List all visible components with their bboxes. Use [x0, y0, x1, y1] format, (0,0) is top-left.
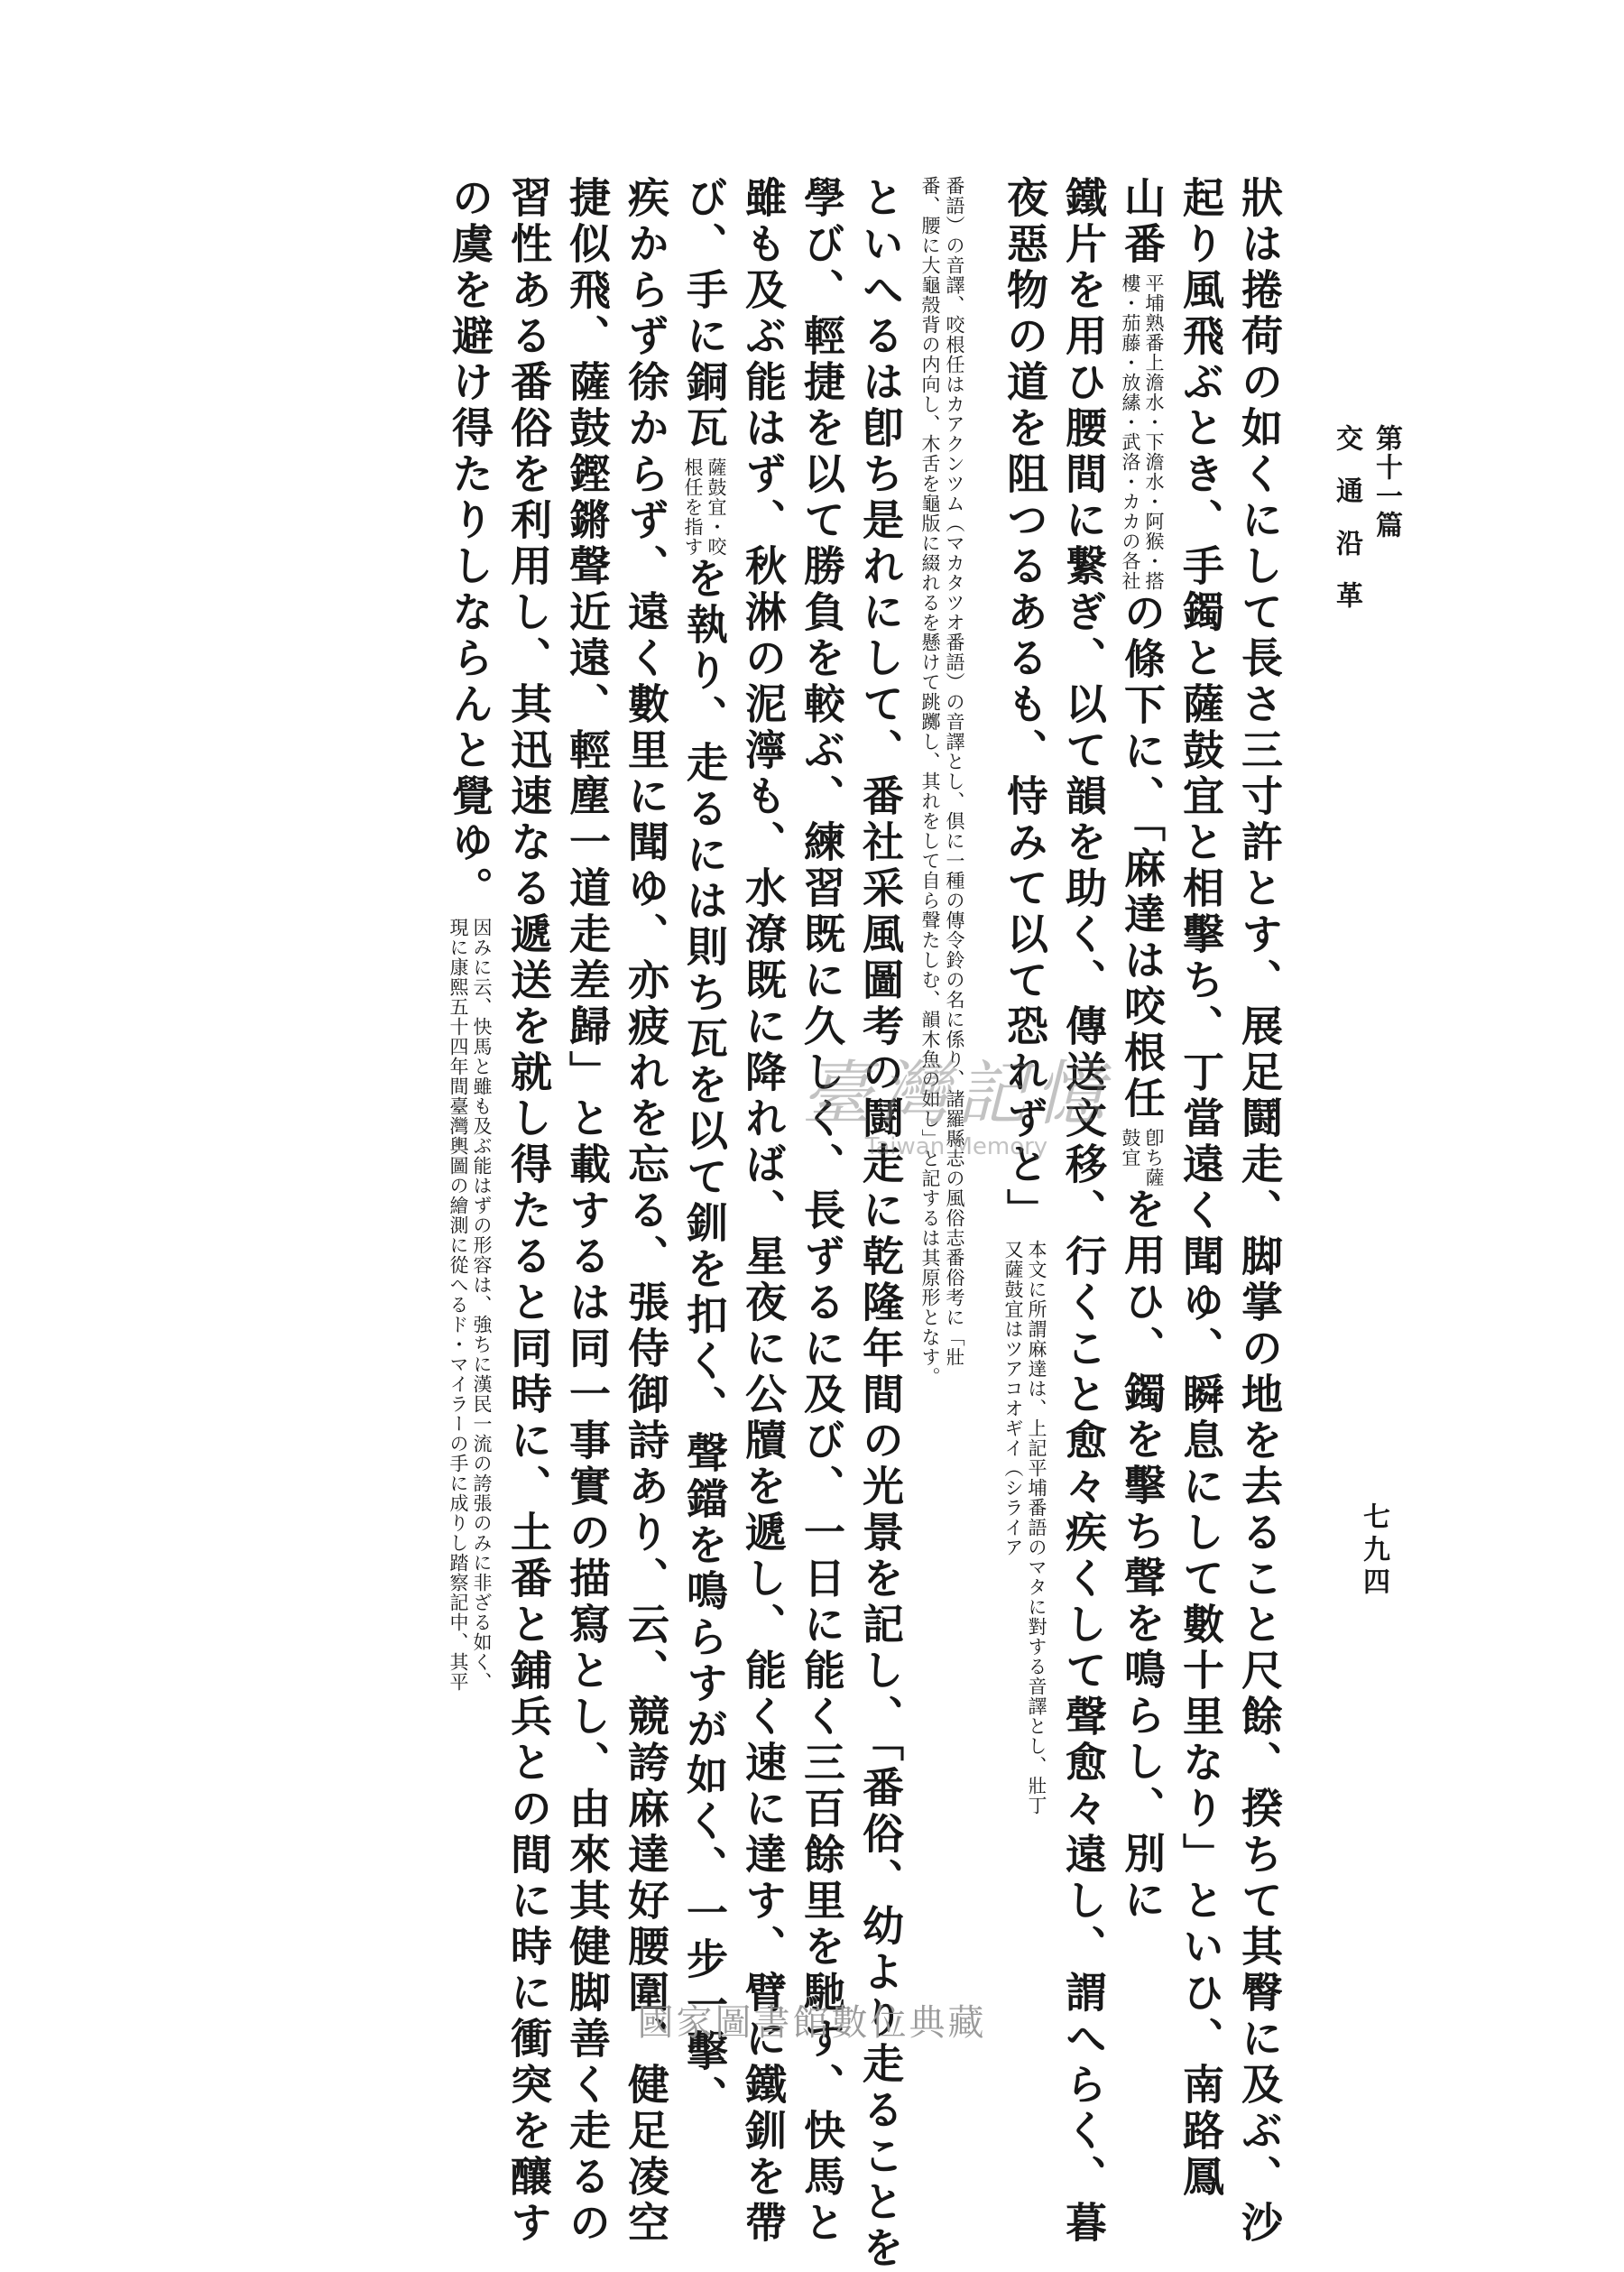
interlinear-note: 卽ち薩 鼓宜 [1120, 1128, 1165, 1187]
watermark-english: Taiwan Memory [864, 1133, 1048, 1160]
text-column-5: 夜惡物の道を阻つるあるも、恃みて以て恐れずと」 本文に所謂麻達は、上記平埔番語のマタに對する音譯とし、壯丁 又薩鼓宜はツアコオギイ（シライア [1001, 176, 1049, 1815]
text-column-11: 捷似飛、薩鼓鏗鏘聲近遠、輕塵一道走差歸」と載するは同一事實の描寫とし、由來其健脚善く走るの [563, 176, 612, 2247]
note-column: 番語）の音譯、咬根任はカアクンツム（マカタツオ番語）の音譯とし、倶に一種の傳令鈴の名に係り、諸羅縣志の風俗志番俗考に「壯 [944, 176, 965, 1367]
text-column-10: 疾からず徐からず、遠く數里に聞ゆ、亦疲れを忘る、張侍御詩あり、云、競誇麻達好腰圍、健足凌空 [622, 176, 670, 2247]
chapter-subject: 交通沿革 [1331, 424, 1362, 633]
text-column-4: 鐵片を用ひ腰間に繋ぎ、以て韻を助く、傳送文移、行くこと愈々疾くして聲愈々遠し、謂へらく、暮 [1059, 176, 1108, 2247]
text-column-13: の虞を避け得たりしならんと覺ゆ。 因みに云、快馬と雖も及ぶ能はずの形容は、強ちに漢民一流の誇張のみに非ざる如く、 現に康熙五十四年間臺灣輿圖の繪測に從へるド・マイラーの手に成りし踏察記中、其平 [446, 176, 494, 1692]
watermark-chinese: 臺灣記憶 [800, 1054, 1112, 1135]
interlinear-note: 薩鼓宜・咬 根任を指す [682, 457, 727, 557]
text-column-7: 學び、輕捷を以て勝負を較ぶ、練習既に久しく、長ずるに及び、一日に能く三百餘里を馳す、快馬と [798, 176, 846, 2247]
footnote: 因みに云、快馬と雖も及ぶ能はずの形容は、強ちに漢民一流の誇張のみに非ざる如く、 現に康熙五十四年間臺灣輿圖の繪測に從へるド・マイラーの手に成りし踏察記中、其平 [448, 918, 493, 1692]
note-column: 番、腰に大龜殼背の内向し、木舌を龜版に綴れるを懸けて跳躑し、其れをして自ら聲たしむ、韻木魚の如し」と記するは其原形となす。 [919, 176, 941, 1387]
text-column-12: 習性ある番俗を利用し、其迅速なる遞送を就し得たると同時に、土番と鋪兵との間に時に衝突を釀す [504, 176, 553, 2247]
watermark [794, 1038, 1119, 1160]
interlinear-note: 平埔熟番上澹水・下澹水・阿猴・搭 樓・茄藤・放縤・武洛・カカの各社 [1120, 273, 1165, 591]
text-column-9: び、手に銅瓦 薩鼓宜・咬 根任を指す を執り、走るには則ち瓦を以て釧を扣く、聲鐺を鳴らすが如く、一步一擊、 [680, 176, 729, 2121]
chapter-label: 第十一篇 [1370, 424, 1402, 540]
text-column-6: といへるは卽ち是れにして、番社采風圖考の鬪走に乾隆年間の光景を記し、「番俗、幼より走ることを [856, 176, 905, 2272]
text-column-8: 雖も及ぶ能はず、秋淋の泥濘も、水潦既に降れば、星夜に公牘を遞し、能く速に達す、臂に鐵釧を帶 [739, 176, 788, 2247]
text-column-3: 山番 平埔熟番上澹水・下澹水・阿猴・搭 樓・茄藤・放縤・武洛・カカの各社 の條下に、「麻達は咬根任 卽ち薩 鼓宜 を用ひ、鐲を擊ち聲を鳴らし、別に [1118, 176, 1167, 1924]
page-number: 七九四 [1358, 1502, 1389, 1600]
text-column-1: 狀は捲荷の如くにして長さ三寸許とす、展足鬪走、脚掌の地を去ること尺餘、揆ちて其臀に及ぶ、沙 [1235, 176, 1284, 2247]
text-column-2: 起り風飛ぶとき、手鐲と薩鼓宜と相擊ち、丁當遠く聞ゆ、瞬息にして數十里なり」といひ、南路鳳 [1176, 176, 1225, 2201]
footer-credit: 國家圖書館數位典藏 [637, 2002, 987, 2044]
interlinear-note: 本文に所謂麻達は、上記平埔番語のマタに對する音譯とし、壯丁 又薩鼓宜はツアコオギイ（シライア [1002, 1240, 1047, 1815]
